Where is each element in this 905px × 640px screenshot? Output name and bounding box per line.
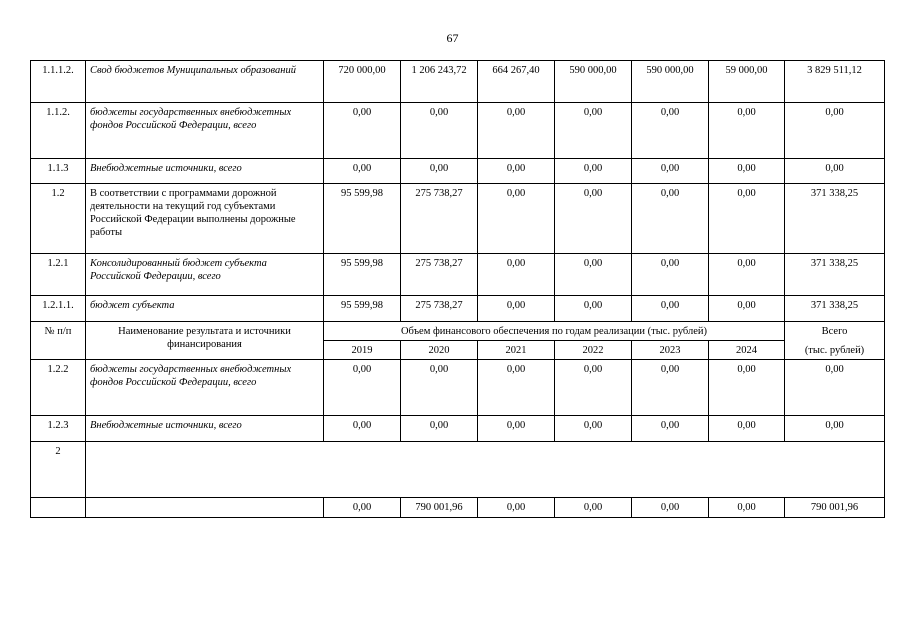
row-value: 0,00: [709, 296, 785, 322]
row-value: 0,00: [324, 103, 401, 159]
row-name: Внебюджетные источники, всего: [86, 159, 324, 184]
row-name: В соответствии с программами дорожной деятельности на текущий год субъектами Российской Федерации выполнены дорожные работы: [86, 184, 324, 254]
row-value: 0,00: [555, 360, 632, 416]
header-year: 2020: [401, 341, 478, 360]
row-value: 0,00: [555, 498, 632, 518]
row-value: 0,00: [555, 159, 632, 184]
row-value: 0,00: [709, 103, 785, 159]
header-total: Всего: [785, 322, 885, 341]
row-value: 275 738,27: [401, 296, 478, 322]
row-value: 0,00: [478, 103, 555, 159]
table-row: [31, 159, 885, 184]
row-value: 0,00: [324, 416, 401, 442]
header-year: 2022: [555, 341, 632, 360]
header-total-unit: (тыс. рублей): [785, 341, 885, 360]
row-value: 0,00: [478, 360, 555, 416]
row-value: 0,00: [478, 254, 555, 296]
row-value: 95 599,98: [324, 296, 401, 322]
table-body-top: [31, 61, 885, 322]
row-value: 0,00: [632, 360, 709, 416]
row-value: 790 001,96: [401, 498, 478, 518]
row-num: 1.1.3: [31, 159, 86, 184]
row-value: 0,00: [401, 360, 478, 416]
header-funding: Объем финансового обеспечения по годам реализации (тыс. рублей): [324, 322, 785, 341]
row-value: 95 599,98: [324, 184, 401, 254]
header-year: 2021: [478, 341, 555, 360]
header-year: 2023: [632, 341, 709, 360]
row-num: [31, 498, 86, 518]
header-year: 2024: [709, 341, 785, 360]
table-row: [31, 360, 885, 416]
row-name: бюджеты государственных внебюджетных фондов Российской Федерации, всего: [86, 103, 324, 159]
row-value: 0,00: [632, 498, 709, 518]
row-value: 0,00: [401, 416, 478, 442]
table-row: [31, 103, 885, 159]
row-value: 0,00: [401, 103, 478, 159]
row-value: 0,00: [709, 360, 785, 416]
row-num: 1.2.3: [31, 416, 86, 442]
row-value: 371 338,25: [785, 184, 885, 254]
row-value: 0,00: [478, 416, 555, 442]
row-value: 0,00: [632, 103, 709, 159]
row-num: 2: [31, 442, 86, 498]
row-value: 0,00: [709, 159, 785, 184]
row-num: 1.2.1: [31, 254, 86, 296]
row-value: 590 000,00: [632, 61, 709, 103]
row-value: 0,00: [324, 159, 401, 184]
row-name: бюджет субъекта: [86, 296, 324, 322]
row-value: 0,00: [632, 416, 709, 442]
row-name: Свод бюджетов Муниципальных образований: [86, 61, 324, 103]
row-value: 0,00: [478, 498, 555, 518]
row-value: 0,00: [709, 184, 785, 254]
row-value: 0,00: [632, 184, 709, 254]
row-num: 1.2.2: [31, 360, 86, 416]
table-row: [31, 296, 885, 322]
row-value: 0,00: [632, 159, 709, 184]
row-name: Внебюджетные источники, всего: [86, 416, 324, 442]
row-value: 590 000,00: [555, 61, 632, 103]
row-value: 0,00: [324, 360, 401, 416]
budget-table: [30, 60, 885, 518]
row-value: 0,00: [709, 498, 785, 518]
header-name: Наименование результата и источники финансирования: [86, 322, 324, 360]
row-name: бюджеты государственных внебюджетных фондов Российской Федерации, всего: [86, 360, 324, 416]
table-row: [31, 498, 885, 518]
table-header: [31, 322, 885, 360]
row-value: 275 738,27: [401, 254, 478, 296]
row-name: [86, 442, 885, 498]
row-value: 0,00: [785, 103, 885, 159]
row-value: 0,00: [632, 254, 709, 296]
table-row: [31, 442, 885, 498]
row-value: 0,00: [709, 254, 785, 296]
row-value: 0,00: [555, 184, 632, 254]
table-row: [31, 416, 885, 442]
table-body-tail: [31, 442, 885, 518]
page-number: 67: [446, 31, 459, 45]
row-value: 275 738,27: [401, 184, 478, 254]
row-value: 95 599,98: [324, 254, 401, 296]
row-value: 371 338,25: [785, 296, 885, 322]
row-value: 0,00: [478, 296, 555, 322]
row-num: 1.2.1.1.: [31, 296, 86, 322]
row-value: 0,00: [401, 159, 478, 184]
row-value: 0,00: [555, 416, 632, 442]
row-value: 664 267,40: [478, 61, 555, 103]
table-row: [31, 61, 885, 103]
row-value: 0,00: [785, 159, 885, 184]
row-name: [86, 498, 324, 518]
row-name: Консолидированный бюджет субъекта Российской Федерации, всего: [86, 254, 324, 296]
row-value: 371 338,25: [785, 254, 885, 296]
row-value: 0,00: [709, 416, 785, 442]
row-value: 0,00: [555, 103, 632, 159]
table-row: [31, 184, 885, 254]
row-value: 0,00: [785, 416, 885, 442]
row-value: 59 000,00: [709, 61, 785, 103]
row-num: 1.1.1.2.: [31, 61, 86, 103]
header-num: № п/п: [31, 322, 86, 360]
row-num: 1.2: [31, 184, 86, 254]
row-value: 0,00: [324, 498, 401, 518]
row-value: 1 206 243,72: [401, 61, 478, 103]
row-value: 0,00: [555, 296, 632, 322]
row-value: 0,00: [555, 254, 632, 296]
row-value: 0,00: [478, 184, 555, 254]
row-value: 3 829 511,12: [785, 61, 885, 103]
row-value: 0,00: [785, 360, 885, 416]
row-value: 0,00: [478, 159, 555, 184]
table-row: [31, 254, 885, 296]
row-value: 720 000,00: [324, 61, 401, 103]
row-value: 0,00: [632, 296, 709, 322]
row-num: 1.1.2.: [31, 103, 86, 159]
header-year: 2019: [324, 341, 401, 360]
table-body-bottom: [31, 360, 885, 442]
row-value: 790 001,96: [785, 498, 885, 518]
